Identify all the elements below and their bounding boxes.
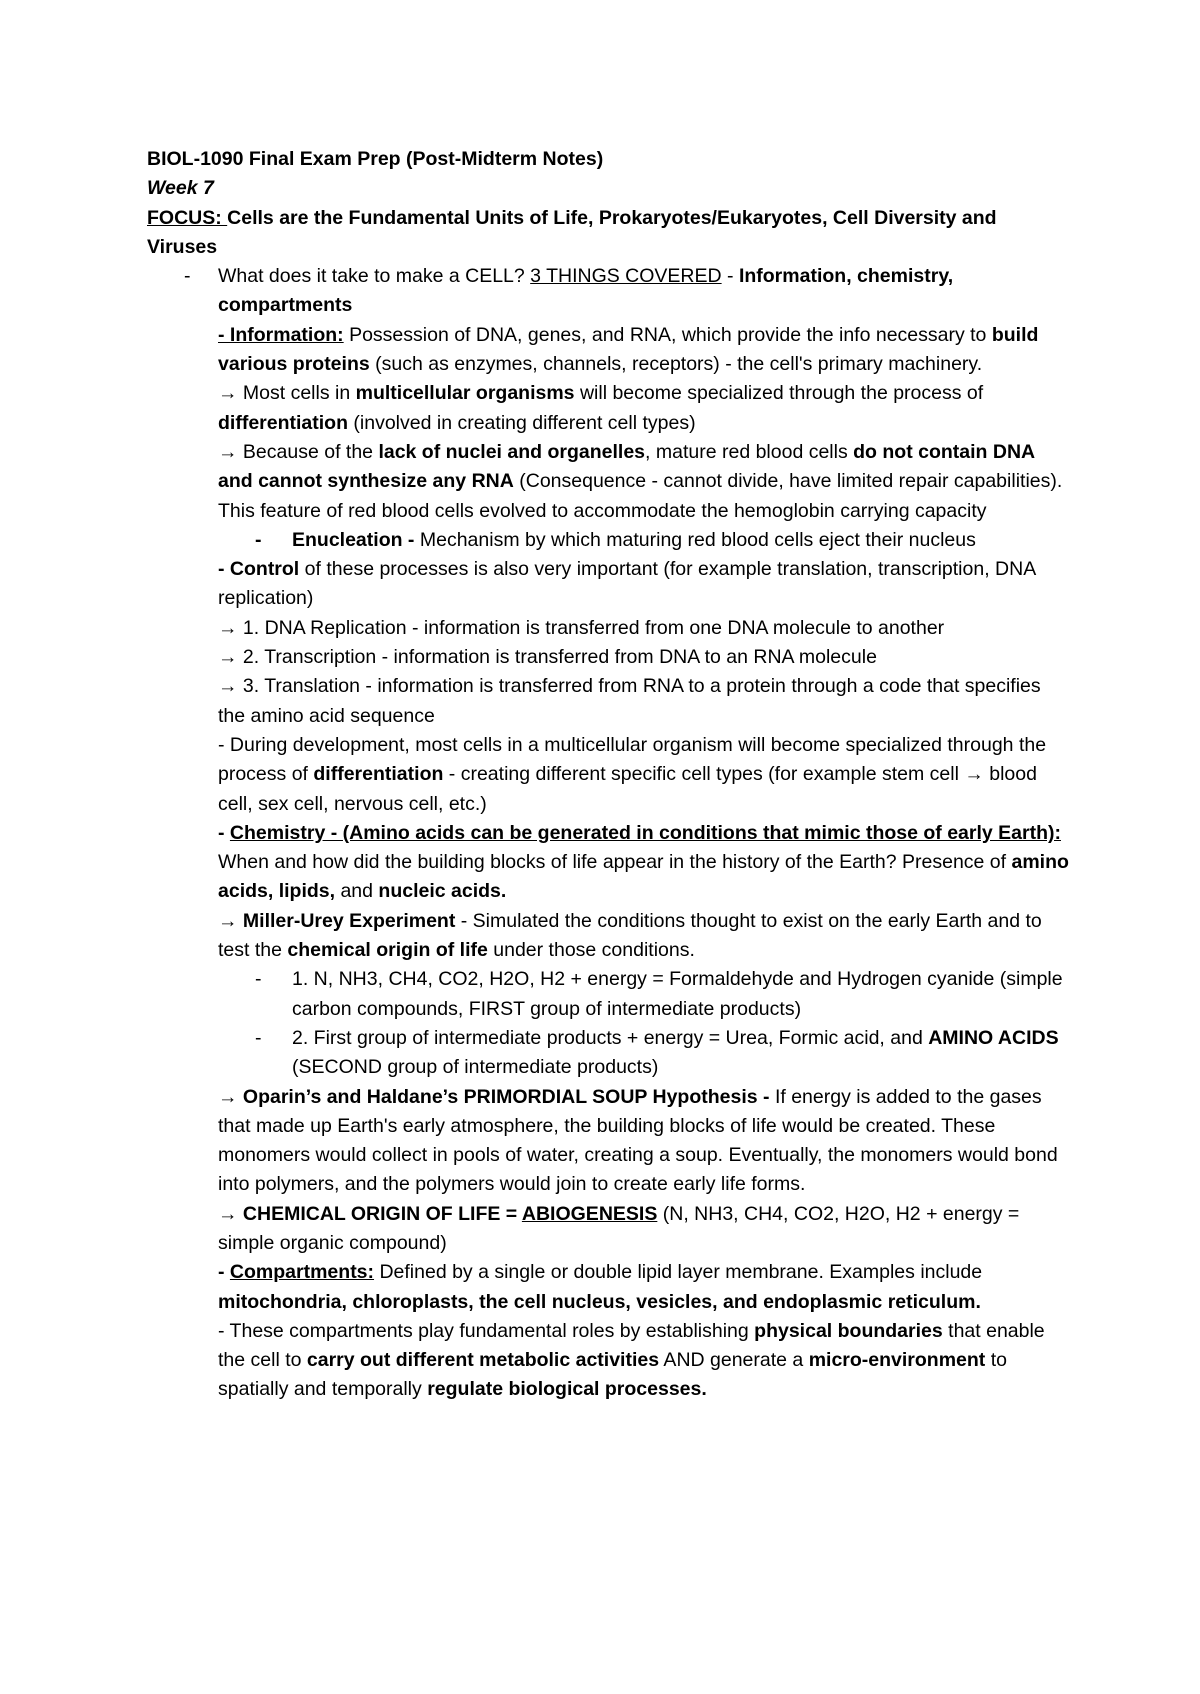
red-blood-cell-note: → Because of the lack of nuclei and organelles, mature red blood cells do not contain DNA and cannot synthesize any RNA (Consequence - cannot divide, have limited repair capabilities). This feature of red blood cells evolved to accommodate the hemoglobin carrying capacity: [218, 440, 1063, 522]
multicellular-note: → Most cells in multicellular organisms will become specialized through the process of differentiation (involved in creating different cell types): [218, 382, 984, 434]
list-dash: -: [255, 1026, 262, 1049]
chemistry-section: - Chemistry - (Amino acids can be generated in conditions that mimic those of early Earth): When and how did the building blocks of life appear in the history of the Earth? Presence of amino acids, lipids, and nucleic acids.: [218, 821, 1069, 903]
development-note: - During development, most cells in a multicellular organism will become specialized through the process of differentiation - creating different specific cell types (for example stem cell → blood cell, sex cell, nervous cell, etc.): [218, 733, 1047, 815]
control-section: [147, 555, 1070, 965]
list-dash: -: [255, 528, 262, 551]
miller-urey-step-2: - 2. First group of intermediate products + energy = Urea, Formic acid, and AMINO ACIDS (SECOND group of intermediate products): [147, 1024, 1070, 1083]
miller-urey-note: → Miller-Urey Experiment - Simulated the conditions thought to exist on the early Earth and to test the chemical origin of life under those conditions.: [218, 909, 1042, 962]
step-transcription: → 2. Transcription - information is transferred from DNA to an RNA molecule: [218, 646, 877, 669]
enucleation-item: - Enucleation - Mechanism by which maturing red blood cells eject their nucleus: [147, 526, 1070, 555]
compartments-section: - Compartments: Defined by a single or double lipid layer membrane. Examples include mitochondria, chloroplasts, the cell nucleus, vesicles, and endoplasmic reticulum.: [218, 1261, 983, 1313]
list-dash: -: [184, 265, 191, 288]
control-note: - Control of these processes is also very important (for example translation, transcription, DNA replication): [218, 558, 1036, 610]
information-section: - Information: Possession of DNA, genes, and RNA, which provide the info necessary to build various proteins (such as enzymes, channels, receptors) - the cell's primary machinery.: [218, 323, 1039, 376]
list-dash: -: [255, 968, 262, 991]
step-translation: → 3. Translation - information is transferred from RNA to a protein through a code that specifies the amino acid sequence: [218, 675, 1041, 727]
focus-heading: FOCUS: Cells are the Fundamental Units of Life, Prokaryotes/Eukaryotes, Cell Diversity and Viruses: [147, 206, 997, 258]
week-label: Week 7: [147, 177, 214, 200]
compartments-roles-note: - These compartments play fundamental roles by establishing physical boundaries that enable the cell to carry out different metabolic activities AND generate a micro-environment to spatially and temporally regulate biological processes.: [218, 1319, 1045, 1401]
abiogenesis-note: → CHEMICAL ORIGIN OF LIFE = ABIOGENESIS (N, NH3, CH4, CO2, H2O, H2 + energy = simple organic compound): [218, 1202, 1020, 1254]
question-line: What does it take to make a CELL? 3 THINGS COVERED - Information, chemistry, compartments: [218, 265, 954, 317]
primordial-soup-note: → Oparin’s and Haldane’s PRIMORDIAL SOUP Hypothesis - If energy is added to the gases that made up Earth's early atmosphere, the building blocks of life would be created. These monomers would collect in pools of water, creating a soup. Eventually, the monomers would bond into polymers, and the polymers would join to create early life forms.: [218, 1085, 1058, 1196]
origin-section: [147, 1083, 1070, 1405]
miller-urey-step-1: - 1. N, NH3, CH4, CO2, H2O, H2 + energy = Formaldehyde and Hydrogen cyanide (simple carbon compounds, FIRST group of intermediate products): [147, 965, 1070, 1024]
document-title: BIOL-1090 Final Exam Prep (Post-Midterm Notes): [147, 148, 604, 170]
step-dna-replication: → 1. DNA Replication - information is transferred from one DNA molecule to another: [218, 616, 945, 639]
notes-list-item: [147, 262, 1070, 526]
